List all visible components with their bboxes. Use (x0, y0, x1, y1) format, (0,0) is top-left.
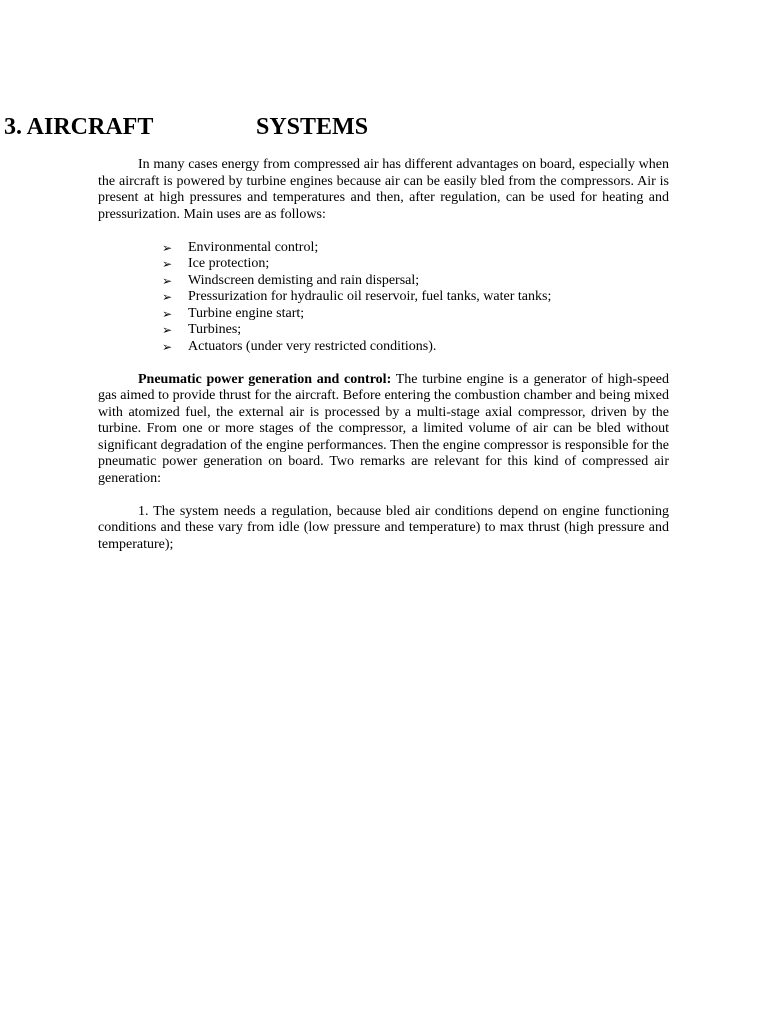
list-item-text: Pressurization for hydraulic oil reservoir, fuel tanks, water tanks; (188, 289, 552, 304)
document-body (98, 157, 669, 553)
list-item-text: Actuators (under very restricted conditions). (188, 338, 437, 354)
list-item (98, 339, 669, 356)
list-item-text: Ice protection; (188, 256, 270, 271)
arrowhead-bullet-icon: ➢ (162, 323, 173, 337)
arrowhead-bullet-icon: ➢ (162, 273, 173, 288)
list-item-text: Turbines; (188, 322, 242, 337)
arrowhead-bullet-icon: ➢ (162, 306, 173, 321)
arrowhead-bullet-icon: ➢ (162, 290, 173, 304)
list-item (98, 289, 669, 306)
uses-list (98, 240, 669, 356)
list-item (98, 256, 669, 273)
list-item (98, 273, 669, 290)
paragraph-gap (98, 487, 669, 504)
arrowhead-bullet-icon: ➢ (162, 339, 173, 354)
heading-second-word: SYSTEMS (256, 114, 369, 140)
pneumatic-body: The turbine engine is a generator of high-speed gas aimed to provide thrust for the aircraft. Before entering the combustion chamber and being mixed with atomized fuel, the external air is processed by a multi-stage axial compressor, driven by the turbine. From one or more stages of the compressor, a limited volume of air can be bled without significant degradation of the engine performances. Then the engine compressor is responsible for the pneumatic power generation on board. Two remarks are relevant for this kind of compressed air generation: (98, 371, 670, 486)
pneumatic-lead: Pneumatic power generation and control: (138, 371, 392, 387)
list-item-text: Turbine engine start; (188, 305, 305, 321)
remark-1-paragraph: 1. The system needs a regulation, because bled air conditions depend on engine functioning conditions and these vary from idle (low pressure and temperature) to max thrust (high pressure and temperature); (98, 503, 669, 552)
pneumatic-paragraph (98, 372, 669, 488)
list-item (98, 306, 669, 323)
section-heading (4, 112, 369, 142)
arrowhead-bullet-icon: ➢ (162, 257, 173, 271)
list-item-text: Environmental control; (188, 239, 319, 255)
intro-paragraph: In many cases energy from compressed air has different advantages on board, especially when the aircraft is powered by turbine engines because air can be easily bled from the compressors. Air is present at high pressures and temperatures and then, after regulation, can be used for heating and pressurization. Main uses are as follows: (98, 157, 669, 222)
list-item-text: Windscreen demisting and rain dispersal; (188, 272, 420, 288)
list-item (98, 240, 669, 257)
heading-number-word: 3. AIRCRAFT (4, 114, 154, 140)
list-item (98, 322, 669, 339)
arrowhead-bullet-icon: ➢ (162, 240, 173, 255)
